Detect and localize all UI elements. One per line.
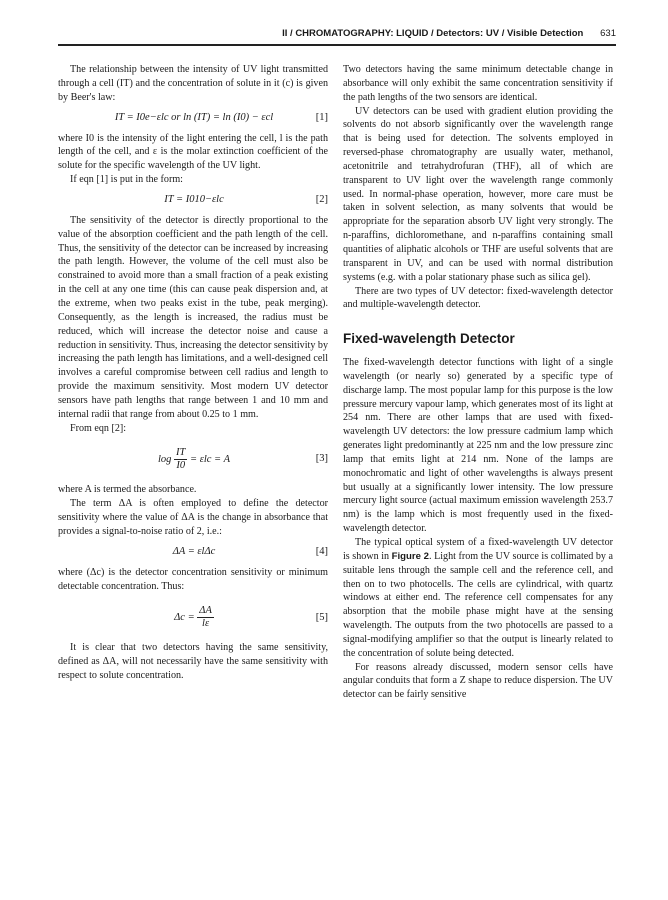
equation-number: [3] — [315, 453, 328, 465]
left-column — [58, 63, 328, 683]
paragraph: where A is termed the absorbance. — [58, 484, 197, 496]
paragraph: The typical optical system of a fixed-wavelength UV detector is shown in Figure 2. Light from the UV source is collimated by a suitable lens through the sample cell and the reference cell, and then on to two photocells. The cells are cylindrical, with quartz windows at either end. The reference cell compensates for any absorption that the mobile phase might have at the sensing wavelength. The outputs from the two photocells are passed to a signal-modifying amplifier so that the output is linearly related to the concentration of solute being detected. — [343, 537, 613, 659]
fraction: $\frac{IT}{I0}$ — [176, 446, 186, 471]
running-title: II / CHROMATOGRAPHY: LIQUID / Detectors: UV / Visible Detection — [282, 28, 584, 39]
paragraph: It is clear that two detectors having the same sensitivity, defined as ΔA, will not necessarily have the same sensitivity with respect to solute concentration. — [58, 642, 328, 682]
paragraph: where I0 is the intensity of the light entering the cell, l is the path length of the cell, and ε is the molar extinction coefficient of the solute for the specific wavelength of the UV light. — [58, 132, 328, 172]
equation-5: Δc = $\frac{\Delta A}{l\varepsilon}$ [5] — [174, 604, 328, 629]
equation-2: IT = I010−εlc [2] — [164, 194, 328, 206]
equation-number: [2] — [315, 194, 328, 206]
paragraph: The sensitivity of the detector is directly proportional to the value of the absorption coefficient and the path length of the cell. Thus, the sensitivity of the detector can be increased by increasing the path length. However, the volume of the cell must also be constrained to avoid more than a small fraction of a peak existing in the cell at any one time (this can cause peak dispersion and, at the extreme, when two peaks exist in the tube, peak merging). Consequently, as the length is increased, the radius must be reduced, which will increase the detector noise and cause a reduction in sensitivity. Thus, increasing the detector sensitivity by increasing the path length has limitations, and a well-designed cell involves a careful compromise between cell radius and length to provide the maximum sensitivity. Most modern UV detector sensors have path lengths that range between 1 and 10 mm and internal radii that range from about 0.25 to 1 mm. — [58, 214, 328, 420]
equation-4: ΔA = εlΔc [4] — [172, 546, 328, 558]
figure-reference[interactable]: Figure 2 — [391, 550, 429, 562]
paragraph: The term ΔA is often employed to define the detector sensitivity where the value of ΔA is the change in absorbance that provides a signal-to-noise ratio of 2, i.e.: — [58, 498, 328, 537]
paragraph: There are two types of UV detector: fixed-wavelength detector and multiple-wavelength detector. — [343, 285, 613, 311]
right-column — [343, 63, 613, 702]
equation-3: log $\frac{IT}{I0}$ = εlc = A [3] — [157, 446, 328, 471]
paragraph: For reasons already discussed, modern sensor cells have angular conduits that form a Z shape to reduce dispersion. The UV detector can be fairly sensitive — [343, 661, 613, 701]
fraction: $\frac{\Delta A}{l\varepsilon}$ — [199, 604, 212, 629]
running-header — [58, 28, 616, 42]
paragraph: If eqn [1] is put in the form: — [70, 174, 183, 186]
paragraph: From eqn [2]: — [70, 422, 127, 434]
equation-number: [1] — [315, 112, 328, 124]
equation-1: IT = I0e−εlc or ln (IT) = ln (I0) − εcl [1] — [114, 112, 328, 124]
paragraph: where (Δc) is the detector concentration sensitivity or minimum detectable concentration. Thus: — [58, 566, 328, 592]
page-number: 631 — [600, 28, 616, 39]
paragraph: UV detectors can be used with gradient elution providing the solvents do not absorb significantly over the wavelength range that is being used for detection. The solvents employed in reversed-phase chromatography are usually water, methanol, acetonitrile and tetrahydrofuran (THF), all of which are transparent to UV light over the wavelength range commonly used. In normal-phase operation, however, more care must be taken in solvent selection, as many solvents that would be appropriate for the separation absorb UV light very strongly. The n-paraffins, dichloromethane, and n-paraffins containing small quantities of aliphatic alcohols or THF are useful solvents that are transparent in UV, and can be used with normal distribution systems (e.g. with a polar stationary phase such as silica gel). — [343, 105, 613, 283]
paragraph: The fixed-wavelength detector functions with light of a single wavelength (or nearly so) generated by a specific type of discharge lamp. The most popular lamp for this purpose is the low pressure mercury vapour lamp, which generates most of its light at 254 nm. There are other lamps that are used with fixed-wavelength UV detectors: the low pressure cadmium lamp which generates light predominantly at 225 nm and the low pressure zinc lamp that emits light at 214 nm. None of the lamps are monochromatic and light of other wavelengths is always present but usually at a significantly lower intensity. The low pressure mercury light source (actual maximum emission wavelength 253.7 nm) is the lamp which is most frequently used in the fixed-wavelength detector. — [343, 357, 613, 535]
section-heading: Fixed-wavelength Detector — [343, 331, 515, 347]
paragraph: Two detectors having the same minimum detectable change in absorbance will only exhibit the same concentration sensitivity if the path lengths of the two sensors are identical. — [343, 64, 613, 103]
paragraph: The relationship between the intensity of UV light transmitted through a cell (IT) and the concentration of solute in it (c) is given by Beer's law: — [58, 64, 328, 103]
equation-number: [5] — [315, 611, 328, 623]
header-rule — [58, 44, 616, 46]
equation-number: [4] — [315, 546, 328, 558]
